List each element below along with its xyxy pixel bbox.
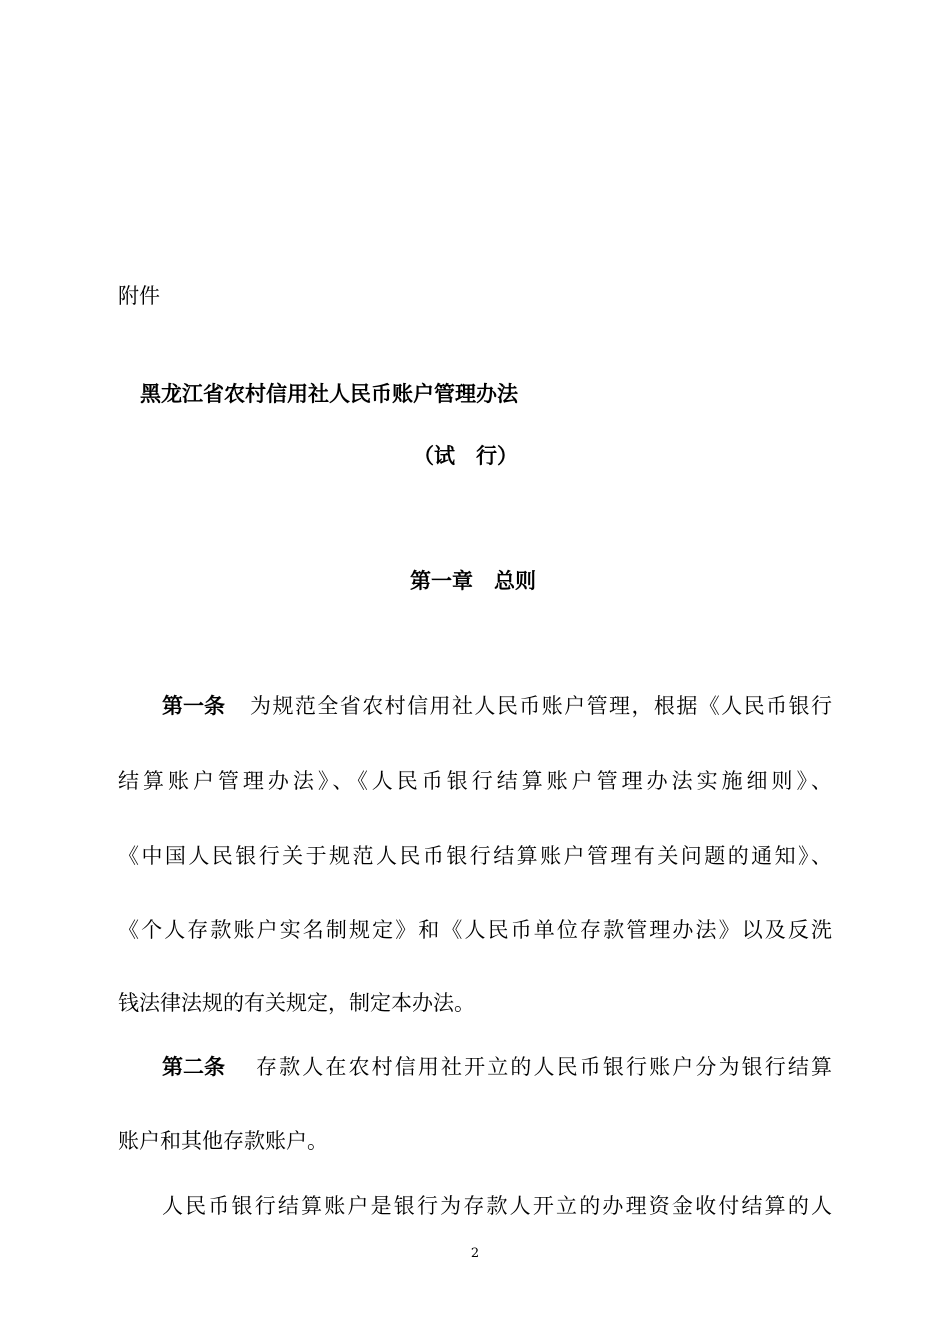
article-2-line-1: 存款人在农村信用社开立的人民币银行账户分为银行结算 — [256, 1055, 832, 1079]
article-2-label: 第二条 — [162, 1054, 225, 1079]
article-1-line-2: 结算账户管理办法》、《人民币银行结算账户管理办法实施细则》、 — [118, 769, 832, 793]
document-title: 黑龙江省农村信用社人民币账户管理办法 — [140, 381, 518, 406]
article-1-label: 第一条 — [162, 693, 225, 718]
article-1-line-5: 钱法律法规的有关规定，制定本办法。 — [118, 991, 475, 1015]
article-2-line-2: 账户和其他存款账户。 — [118, 1129, 328, 1153]
article-1-line-1: 为规范全省农村信用社人民币账户管理，根据《人民币银行 — [250, 694, 832, 718]
paragraph-3-line-1: 人民币银行结算账户是银行为存款人开立的办理资金收付结算的人 — [162, 1194, 832, 1218]
page-number: 2 — [470, 1246, 480, 1261]
attachment-label: 附件 — [118, 284, 160, 308]
article-1-line-4: 《个人存款账户实名制规定》和《人民币单位存款管理办法》以及反洗 — [118, 918, 832, 942]
article-1-line-3: 《中国人民银行关于规范人民币银行结算账户管理有关问题的通知》、 — [118, 844, 832, 868]
chapter-heading: 第一章 总则 — [410, 568, 536, 593]
document-subtitle: （试 行） — [413, 443, 518, 468]
